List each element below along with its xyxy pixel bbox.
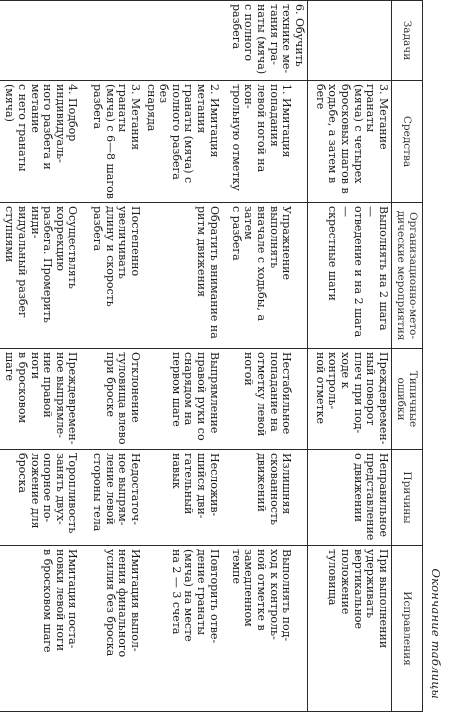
causes-cell: Неправильное представление о движении (308, 450, 392, 546)
errors-item-2: Выпрямление правой руки со снарядом на первом шаге (169, 352, 221, 441)
fixes-item-4: Имитация поста- новки левой ноги в бросковом шаге (41, 549, 80, 653)
means-cell: 3. Метание гранаты (мяча) с четырех бросковых шагов в ходьбе, а затем в беге (308, 81, 392, 203)
causes-item-1: Излишняя скованность движений (255, 453, 294, 525)
errors-cell: Преждевремен- ный поворот плеч при под- ходе к контроль- ной отметке (308, 349, 392, 450)
header-fixes: Исправления (392, 546, 423, 712)
header-means: Средства (392, 81, 423, 203)
errors-item-1: Нестабильное попадание на отметку левой ногой (242, 352, 294, 437)
errors-item-4: Преждевремен- ное выпрямле- ние правой ноги в бросковом шаге (3, 352, 80, 445)
means-cell (0, 81, 308, 203)
table-row (308, 1, 392, 712)
fixes-item-1: Выполнять под- ход к контроль- ной отметке в замедленном темпе (229, 549, 294, 642)
org-item-2: Обратить внимание на ритм движения (195, 206, 221, 339)
org-cell (0, 203, 308, 349)
means-item-3: 3. Метания гранаты (мяча) с 6—8 шагов разбега (91, 84, 143, 199)
org-item-3: Постепенно увеличивать длину и скорость разбега (91, 206, 143, 307)
org-cell: Выполнять на 2 шага — отведение и на 2 шага — скрестные шаги (308, 203, 392, 349)
header-row (392, 1, 423, 712)
task-cell-empty (308, 1, 392, 81)
causes-cell (0, 450, 308, 546)
causes-item-4: Торопливость занять двух- опорное по- ложение для броска (15, 453, 80, 534)
org-item-4: Осуществлять коррекцию разбега. Промерить инди- видуальный разбег ступнями (3, 206, 80, 323)
table-caption: Окончание таблицы (429, 568, 443, 699)
fixes-cell (0, 546, 308, 712)
means-item-4: 4. Подбор индивидуаль- ного разбега и метание с него гранаты (мяча) (3, 84, 80, 172)
header-task: Задачи (392, 1, 423, 81)
task-cell: 6. Обучить технике ме- тания гра- наты (мяча) с полного разбега (0, 1, 308, 81)
causes-item-3: Недостаточ- ное выпрям- ление левой стороны тела (91, 453, 143, 532)
fixes-cell: При выполнении удерживать вертикальное положение туловища (308, 546, 392, 712)
table-row (0, 1, 308, 712)
header-causes: Причины (392, 450, 423, 546)
fixes-item-2: Повторить отве- дение гранаты (мяча) на месте на 2 — 3 счета (169, 549, 221, 644)
fixes-item-3: Имитация выпол- нения финального усилия без броска (103, 549, 143, 658)
errors-cell (0, 349, 308, 450)
causes-item-2: Несложив- шийся дви- гательный навык (169, 453, 221, 519)
org-item-1: Упражнение выполнять вначале с ходьбы, а затем с разбега (229, 206, 294, 322)
errors-item-3: Отклонение туловища влево при броске (103, 352, 143, 445)
means-item-1: 1. Имитация попадания левой ногой на кон- трольную отметку (229, 84, 294, 191)
means-item-2: 2. Имитация метания гранаты (мяча) с полного разбега без снаряда (144, 84, 221, 184)
header-errors: Типичные ошибки (392, 349, 423, 450)
header-org: Организационно-мето- дические мероприятия (392, 203, 423, 349)
